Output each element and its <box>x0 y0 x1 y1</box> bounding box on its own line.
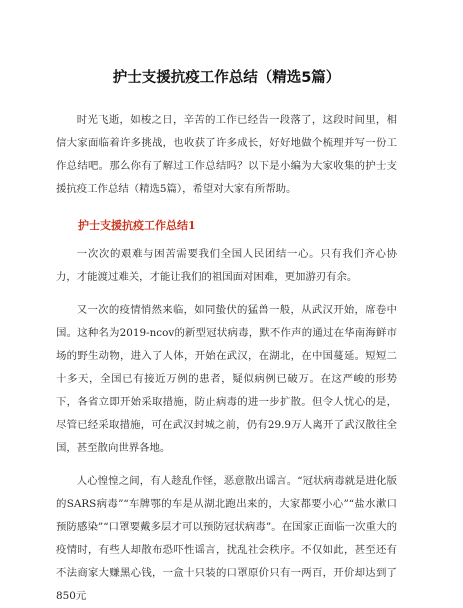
body-paragraph-3: 人心惶惶之间，有人趁乱作怪，恶意散出谣言。“冠状病毒就是进化版的SARS病毒”“车牌鄂的车是从湖北跑出来的，大家都要小心”“盐水漱口预防感染”“口罩要戴多层才可以预防冠状病毒”。在国家正面临一次重大的疫情时，有些人却散布恐吓性谣言，扰乱社会秩序。不仅如此，甚至还有不法商家大赚黑心钱，一盒十只装的口罩原价只有一两百，开价却达到了850元 <box>56 475 397 602</box>
document-title: 护士支援抗疫工作总结（精选5篇） <box>112 70 341 86</box>
body-paragraph-1: 一次次的艰难与困苦需要我们全国人民团结一心。只有我们齐心协力，才能渡过难关，才能让我们的祖国面对困难，更加游刃有余。 <box>56 248 397 283</box>
intro-paragraph: 时光飞逝，如梭之日，辛苦的工作已经告一段落了，这段时间里，相信大家面临着许多挑战，也收获了许多成长，好好地做个梳理并写一份工作总结吧。那么你有了解过工作总结吗？以下是小编为大家收集的护士支援抗疫工作总结（精选5篇），希望对大家有所帮助。 <box>56 114 397 195</box>
body-paragraph-2: 又一次的疫情悄然来临，如同蛰伏的猛兽一般，从武汉开始，席卷中国。这种名为2019-ncov的新型冠状病毒，默不作声的通过在华南海鲜市场的野生动物，进入了人体，开始在武汉，在湖北，在中国蔓延。短短二十多天，全国已有接近万例的患者，疑似病例已破万。在这严峻的形势下，各省立即开始采取措施，防止病毒的进一步扩散。但令人忧心的是，尽管已经采取措施，可在武汉封城之前，仍有29.9万人离开了武汉散往全国，甚至散向世界各地。 <box>56 304 397 454</box>
section-heading: 护士支援抗疫工作总结1 <box>78 219 196 232</box>
